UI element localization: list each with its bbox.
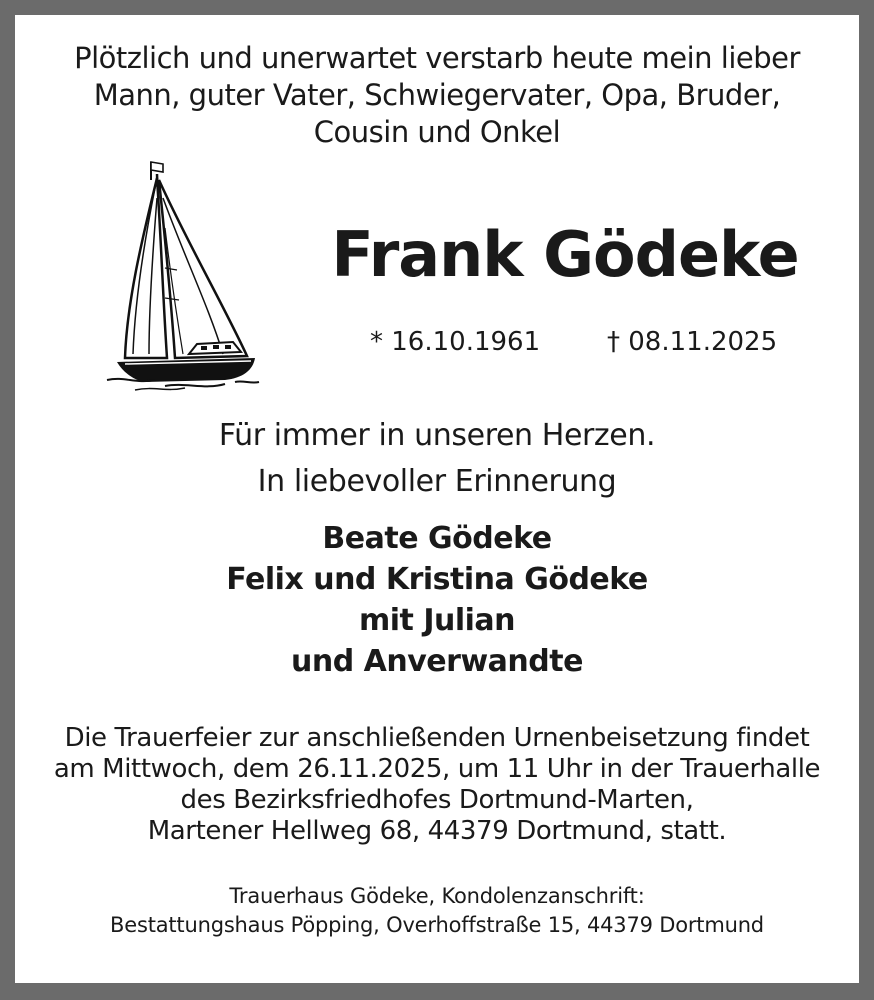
intro-line: Mann, guter Vater, Schwiegervater, Opa, Bruder,	[93, 78, 781, 112]
intro-text	[0, 40, 874, 151]
deceased-name: Frank Gödeke	[331, 218, 799, 291]
ceremony-line: Martener Hellweg 68, 44379 Dortmund, statt.	[147, 816, 727, 846]
ceremony-info	[0, 723, 874, 847]
motto	[0, 413, 874, 505]
sailboat-icon	[105, 158, 265, 393]
contact-line: Bestattungshaus Pöpping, Overhoffstraße 15, 44379 Dortmund	[110, 913, 764, 937]
motto-line: Für immer in unseren Herzen.	[218, 418, 656, 453]
ceremony-line: Die Trauerfeier zur anschließenden Urnenbeisetzung findet	[64, 723, 810, 753]
intro-line: Cousin und Onkel	[313, 115, 561, 149]
mourner-line: mit Julian	[358, 603, 515, 638]
mourner-line: Beate Gödeke	[322, 521, 552, 556]
mourners	[0, 518, 874, 682]
intro-line: Plötzlich und unerwartet verstarb heute mein lieber	[74, 41, 800, 75]
mourner-line: Felix und Kristina Gödeke	[226, 562, 648, 597]
contact-info	[0, 882, 874, 940]
contact-line: Trauerhaus Gödeke, Kondolenzanschrift:	[229, 884, 645, 908]
ceremony-line: des Bezirksfriedhofes Dortmund-Marten,	[180, 785, 694, 815]
motto-line: In liebevoller Erinnerung	[257, 464, 617, 499]
ceremony-line: am Mittwoch, dem 26.11.2025, um 11 Uhr in der Trauerhalle	[53, 754, 821, 784]
birth-date: * 16.10.1961	[370, 327, 541, 357]
death-date: † 08.11.2025	[607, 327, 778, 357]
mourner-line: und Anverwandte	[291, 644, 583, 679]
